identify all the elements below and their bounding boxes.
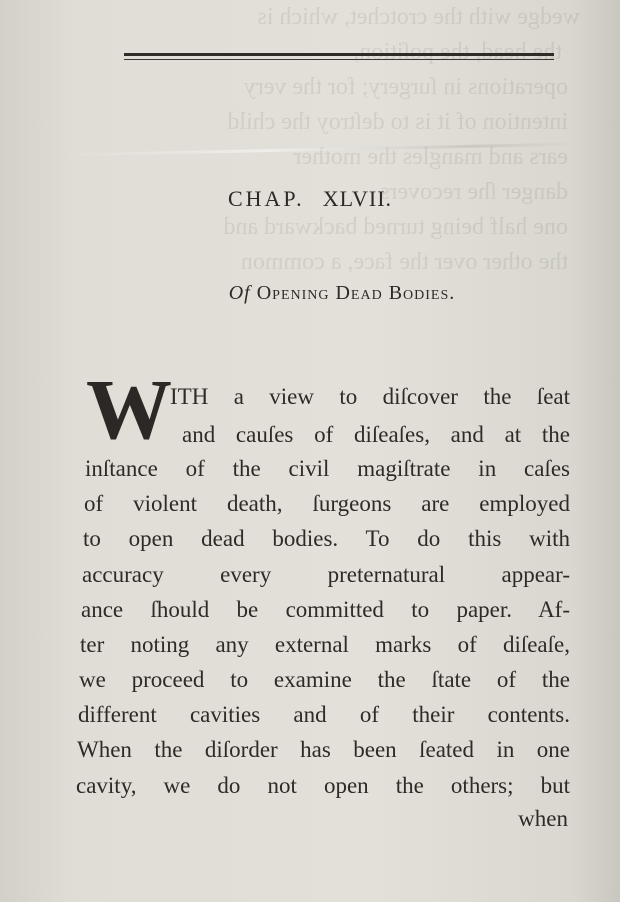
chapter-number: XLVII. bbox=[322, 186, 393, 211]
catchword: when bbox=[518, 806, 568, 831]
chapter-title bbox=[0, 186, 620, 212]
body-line: accuracy every preternatural appear- bbox=[82, 562, 570, 587]
body-line: to open dead bodies. To do this with bbox=[83, 526, 570, 551]
body-line: inſtance of the civil magiſtrate in caſes bbox=[85, 456, 570, 481]
body-line: ITH a view to diſcover the ſeat bbox=[170, 384, 570, 409]
paper-crease bbox=[60, 143, 580, 157]
body-line: of violent death, ſurgeons are employed bbox=[84, 491, 570, 516]
body-line: we proceed to examine the ſtate of the bbox=[79, 667, 570, 692]
body-line: and cauſes of diſeaſes, and at the bbox=[182, 422, 570, 447]
body-line: When the diſorder has been ſeated in one bbox=[77, 737, 570, 762]
section-heading bbox=[0, 282, 620, 305]
body-line: cavity, we do not open the others; but bbox=[76, 773, 570, 798]
heading-prefix: Of bbox=[228, 282, 251, 304]
body-line: ter noting any external marks of diſeaſe, bbox=[80, 632, 570, 657]
heading-title: Opening Dead Bodies. bbox=[256, 282, 456, 304]
chapter-label: CHAP. bbox=[227, 186, 305, 211]
drop-cap: W bbox=[86, 361, 172, 457]
body-line: ance ſhould be committed to paper. Af- bbox=[81, 597, 570, 622]
header-rule bbox=[124, 53, 554, 62]
body-line: different cavities and of their contents. bbox=[78, 702, 570, 727]
show-through-text: wedge with the crotchet, which is the head, the poſition, operations in ſurgery; for the very intention of it is to deſtroy the child ears and mangles the mother danger ſhe recovers one half being turned backward and the other over the face, a common bbox=[223, 4, 580, 275]
